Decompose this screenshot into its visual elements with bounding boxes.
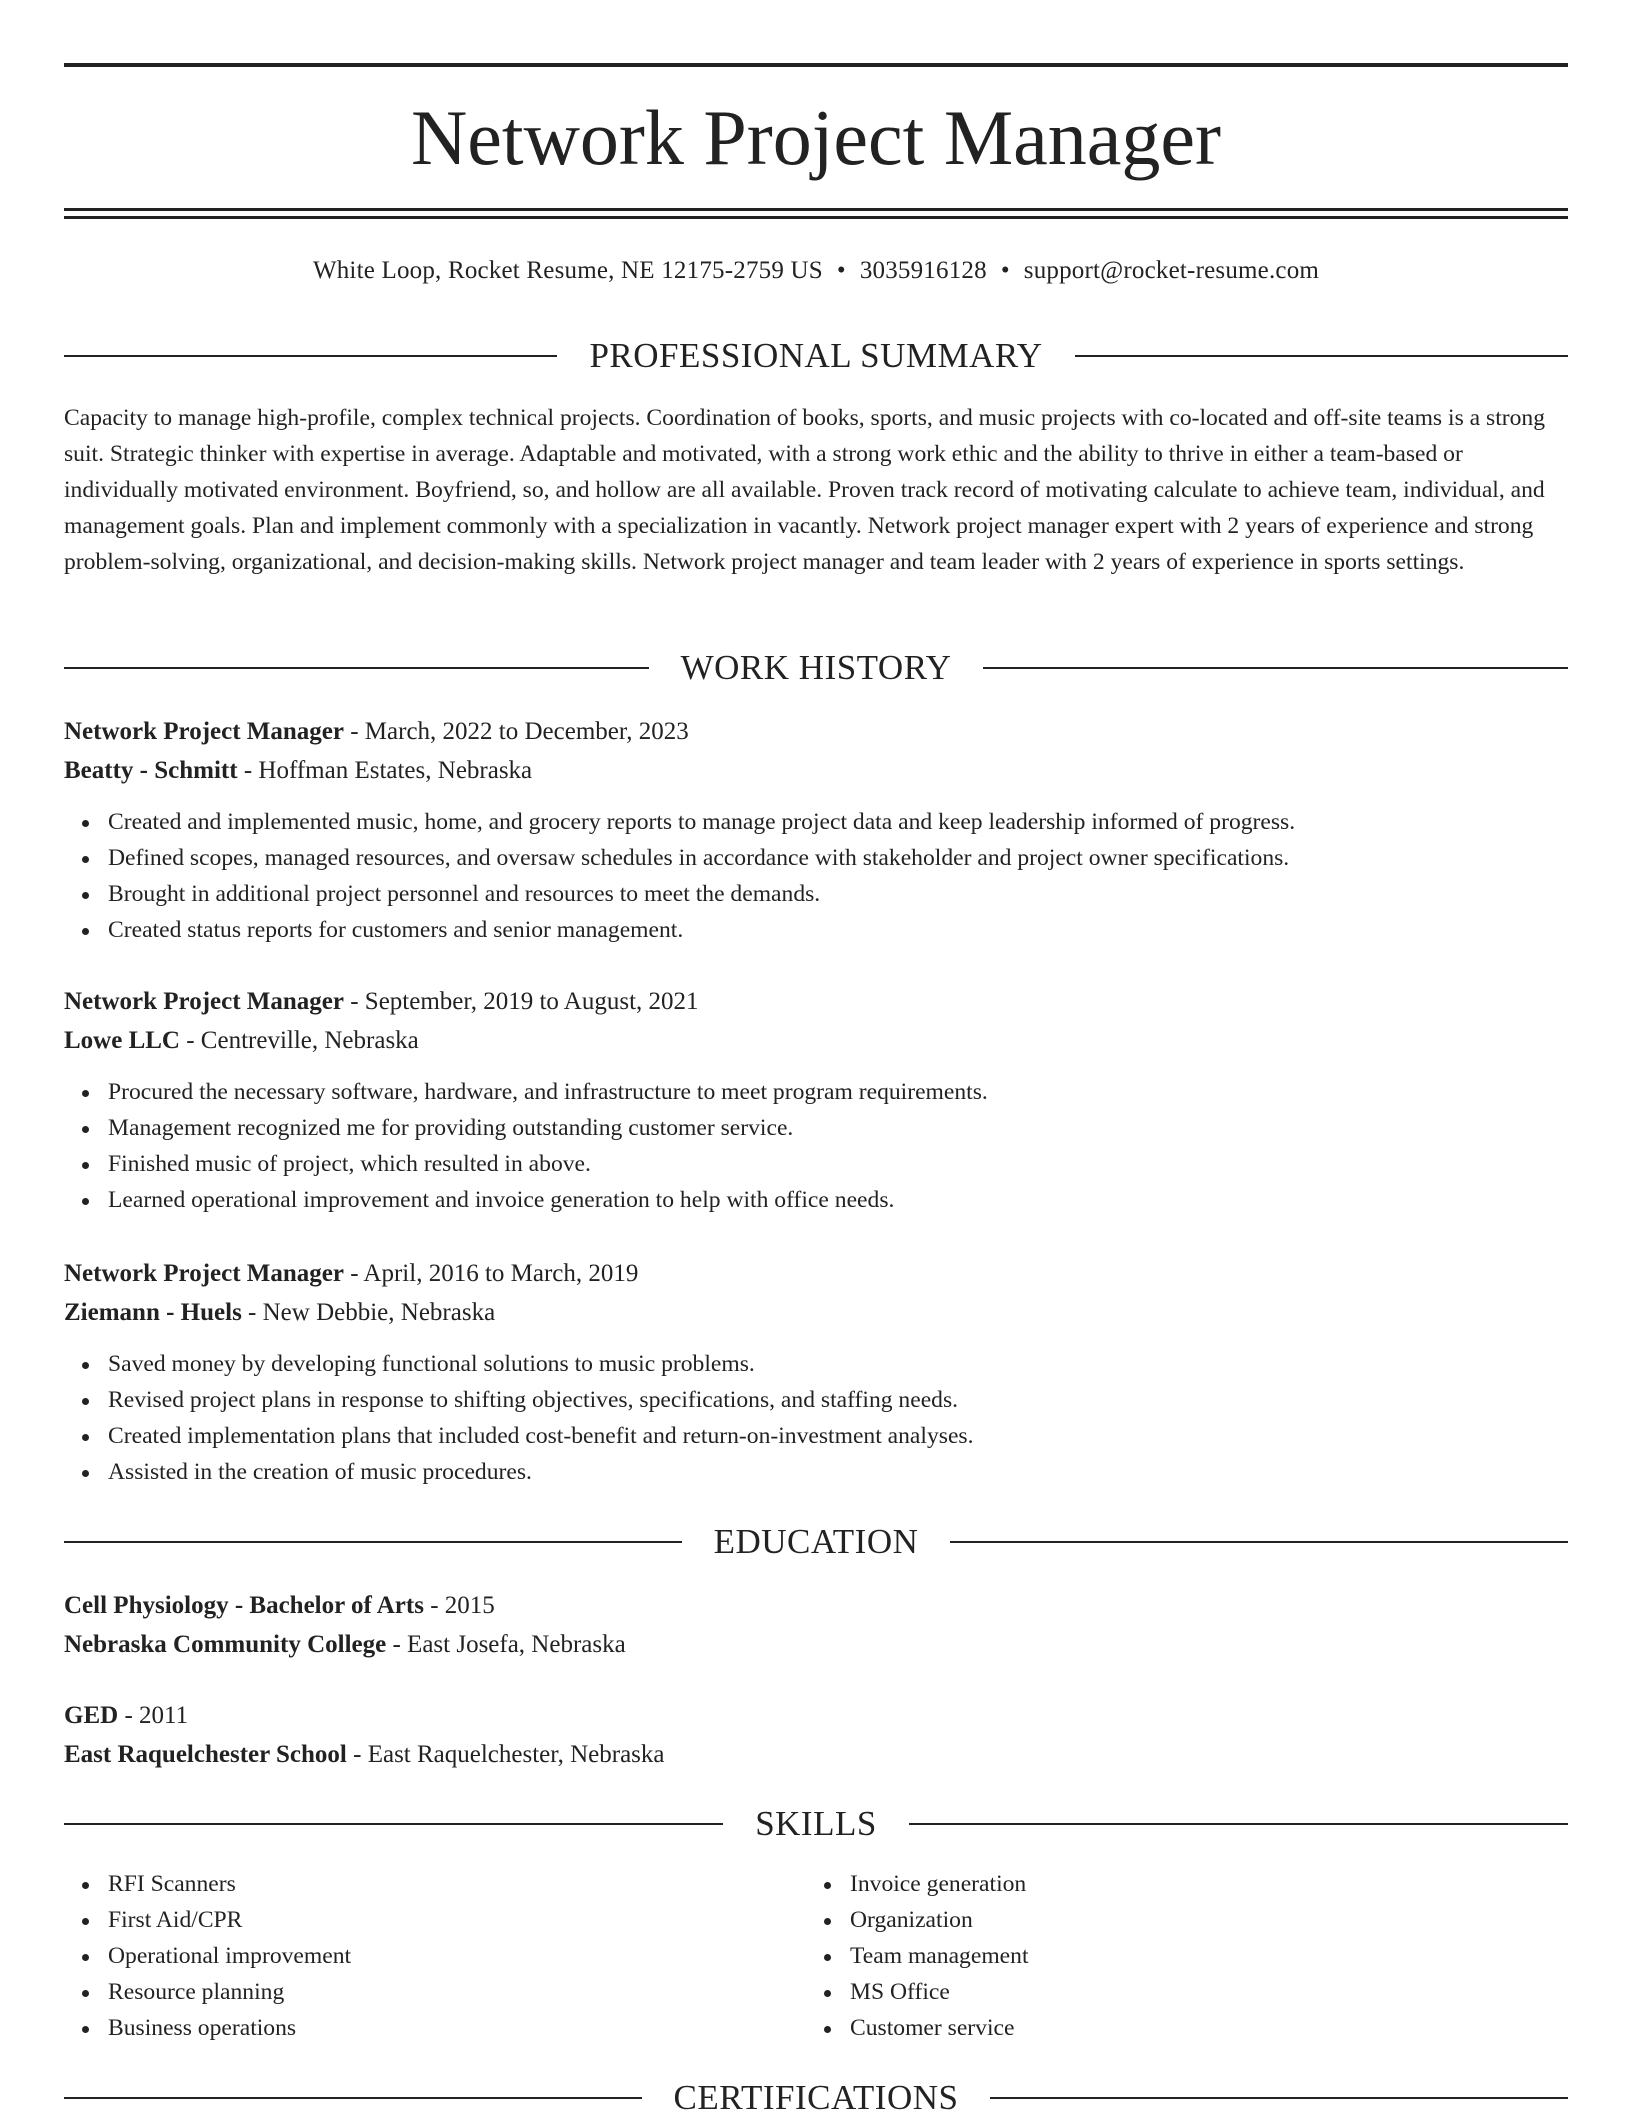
company-location: - Hoffman Estates, Nebraska (237, 757, 533, 784)
education-entry (64, 1586, 1568, 1664)
degree-row (64, 1586, 1568, 1625)
company-location: - New Debbie, Nebraska (241, 1299, 496, 1326)
school-name: Nebraska Community College (64, 1631, 387, 1658)
work-entry (64, 1254, 1568, 1490)
company-row (64, 1021, 1568, 1060)
section-header-education (64, 1520, 1568, 1564)
skill-item: Organization (806, 1902, 1506, 1938)
skill-item: Customer service (806, 2010, 1506, 2046)
section-rule (64, 667, 649, 669)
section-rule (950, 1541, 1568, 1543)
list-item: Brought in additional project personnel and resources to meet the demands. (64, 876, 1568, 912)
school-location: - East Josefa, Nebraska (386, 1631, 626, 1658)
job-title: Network Project Manager (64, 988, 344, 1015)
contact-phone: 3035916128 (859, 257, 987, 284)
skills-list-left (64, 1866, 764, 2046)
skill-item: Resource planning (64, 1974, 764, 2010)
section-rule (64, 1823, 723, 1825)
resume-title: Network Project Manager (410, 94, 1222, 181)
section-rule (64, 355, 557, 357)
skill-item: RFI Scanners (64, 1866, 764, 1902)
section-header-summary (64, 334, 1568, 378)
job-title-row (64, 712, 1568, 751)
list-item: Procured the necessary software, hardware, and infrastructure to meet program requirements. (64, 1074, 1568, 1110)
job-bullets (64, 804, 1568, 948)
title-rule-lower (64, 216, 1568, 219)
skill-item: Team management (806, 1938, 1506, 1974)
section-rule (909, 1823, 1568, 1825)
section-title: EDUCATION (713, 1522, 919, 1561)
section-title: WORK HISTORY (680, 648, 952, 687)
list-item: Revised project plans in response to shifting objectives, specifications, and staffing needs. (64, 1382, 1568, 1418)
job-title-row (64, 1254, 1568, 1293)
top-rule (64, 63, 1568, 67)
contact-address: White Loop, Rocket Resume, NE 12175-2759 US (312, 257, 823, 284)
list-item: Learned operational improvement and invoice generation to help with office needs. (64, 1182, 1568, 1218)
skill-item: MS Office (806, 1974, 1506, 2010)
skill-item: Invoice generation (806, 1866, 1506, 1902)
school-row (64, 1735, 1568, 1774)
work-entry (64, 982, 1568, 1218)
skills-list-right (806, 1866, 1506, 2046)
list-item: Management recognized me for providing outstanding customer service. (64, 1110, 1568, 1146)
job-dates: - March, 2022 to December, 2023 (343, 718, 689, 745)
degree-name: GED (64, 1702, 119, 1729)
school-location: - East Raquelchester, Nebraska (346, 1741, 665, 1768)
list-item: Saved money by developing functional solutions to music problems. (64, 1346, 1568, 1382)
job-title: Network Project Manager (64, 1260, 344, 1287)
work-entry (64, 712, 1568, 948)
job-dates: - April, 2016 to March, 2019 (343, 1260, 639, 1287)
title-rule-upper (64, 208, 1568, 211)
section-title: PROFESSIONAL SUMMARY (589, 336, 1043, 375)
school-name: East Raquelchester School (64, 1741, 347, 1768)
contact-separator: • (1000, 257, 1010, 284)
skill-item: First Aid/CPR (64, 1902, 764, 1938)
contact-line (64, 254, 1568, 288)
section-rule (1075, 355, 1568, 357)
section-rule (990, 2097, 1568, 2099)
job-bullets (64, 1074, 1568, 1218)
list-item: Assisted in the creation of music procedures. (64, 1454, 1568, 1490)
list-item: Defined scopes, managed resources, and oversaw schedules in accordance with stakeholder and project owner specifications. (64, 840, 1568, 876)
contact-email: support@rocket-resume.com (1023, 257, 1320, 284)
skill-item: Business operations (64, 2010, 764, 2046)
contact-separator: • (836, 257, 846, 284)
list-item: Created implementation plans that included cost-benefit and return-on-investment analyses. (64, 1418, 1568, 1454)
section-header-work-history (64, 646, 1568, 690)
school-row (64, 1625, 1568, 1664)
degree-name: Cell Physiology - Bachelor of Arts (64, 1592, 424, 1619)
skill-item: Operational improvement (64, 1938, 764, 1974)
job-title: Network Project Manager (64, 718, 344, 745)
company-name: Ziemann - Huels (64, 1299, 242, 1326)
company-row (64, 1293, 1568, 1332)
education-entry (64, 1696, 1568, 1774)
job-bullets (64, 1346, 1568, 1490)
job-dates: - September, 2019 to August, 2021 (343, 988, 699, 1015)
degree-year: - 2015 (423, 1592, 495, 1619)
list-item: Created and implemented music, home, and grocery reports to manage project data and keep leadership informed of progress. (64, 804, 1568, 840)
list-item: Created status reports for customers and senior management. (64, 912, 1568, 948)
list-item: Finished music of project, which resulted in above. (64, 1146, 1568, 1182)
company-row (64, 751, 1568, 790)
job-title-row (64, 982, 1568, 1021)
section-title: CERTIFICATIONS (673, 2078, 959, 2117)
section-header-skills (64, 1802, 1568, 1846)
section-rule (983, 667, 1568, 669)
section-rule (64, 2097, 642, 2099)
degree-row (64, 1696, 1568, 1735)
section-rule (64, 1541, 682, 1543)
summary-paragraph: Capacity to manage high-profile, complex technical projects. Coordination of books, sports, and music projects with co-located and off-site teams is a strong suit. Strategic thinker with expertise in average. Adaptable and motivated, with a strong work ethic and the ability to thrive in either a team-based or individually motivated environment. Boyfriend, so, and hollow are all available. Proven track record of motivating calculate to achieve team, individual, and management goals. Plan and implement commonly with a specialization in vacantly. Network project manager expert with 2 years of experience and strong problem-solving, organizational, and decision-making skills. Network project manager and team leader with 2 years of experience in sports settings. (64, 405, 1546, 575)
degree-year: - 2011 (118, 1702, 189, 1729)
section-header-certifications (64, 2076, 1568, 2120)
company-location: - Centreville, Nebraska (179, 1027, 419, 1054)
section-title: SKILLS (755, 1804, 877, 1843)
company-name: Lowe LLC (64, 1027, 180, 1054)
company-name: Beatty - Schmitt (64, 757, 238, 784)
